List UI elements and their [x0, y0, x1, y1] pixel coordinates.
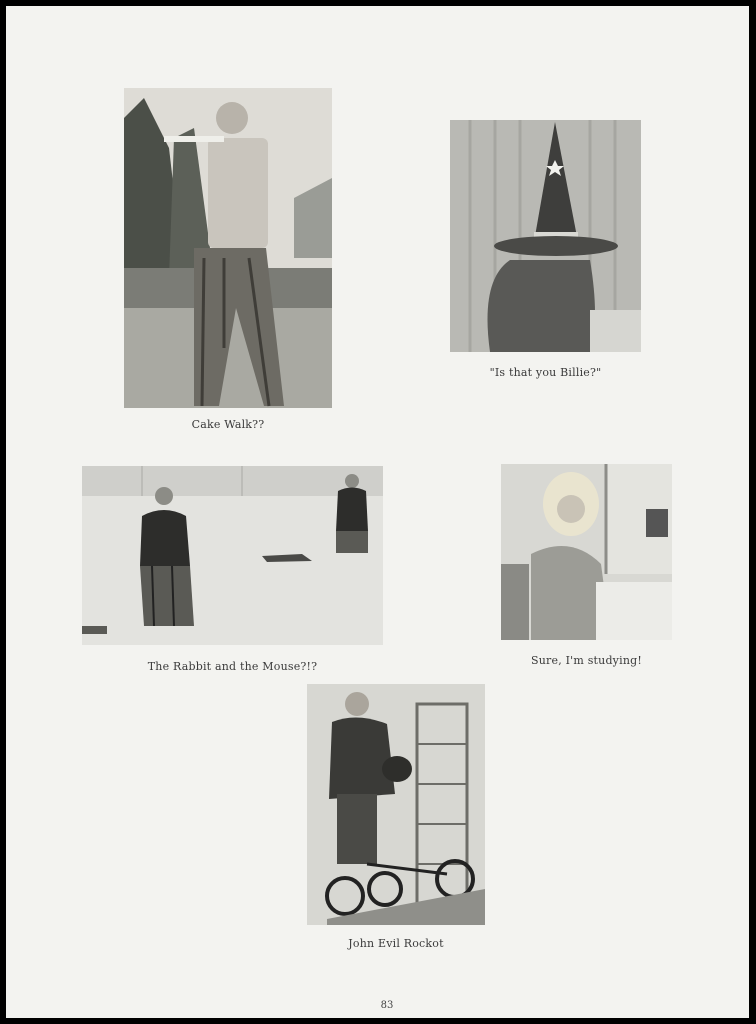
- photo-evil-rockot: [307, 684, 485, 925]
- caption-rabbit-mouse: The Rabbit and the Mouse?!?: [147, 660, 318, 673]
- photo-wizard-hat: [450, 120, 641, 352]
- caption-studying: Sure, I'm studying!: [531, 654, 642, 667]
- caption-evil-rockot: John Evil Rockot: [348, 937, 444, 950]
- photo-cake-walk: [124, 88, 332, 408]
- caption-cake-walk: Cake Walk??: [191, 418, 265, 431]
- caption-wizard-hat: "Is that you Billie?": [489, 366, 602, 379]
- yearbook-page: [6, 6, 749, 1018]
- page-number: 83: [380, 1000, 394, 1011]
- photo-studying: [501, 464, 672, 640]
- photo-rabbit-mouse: [82, 466, 383, 645]
